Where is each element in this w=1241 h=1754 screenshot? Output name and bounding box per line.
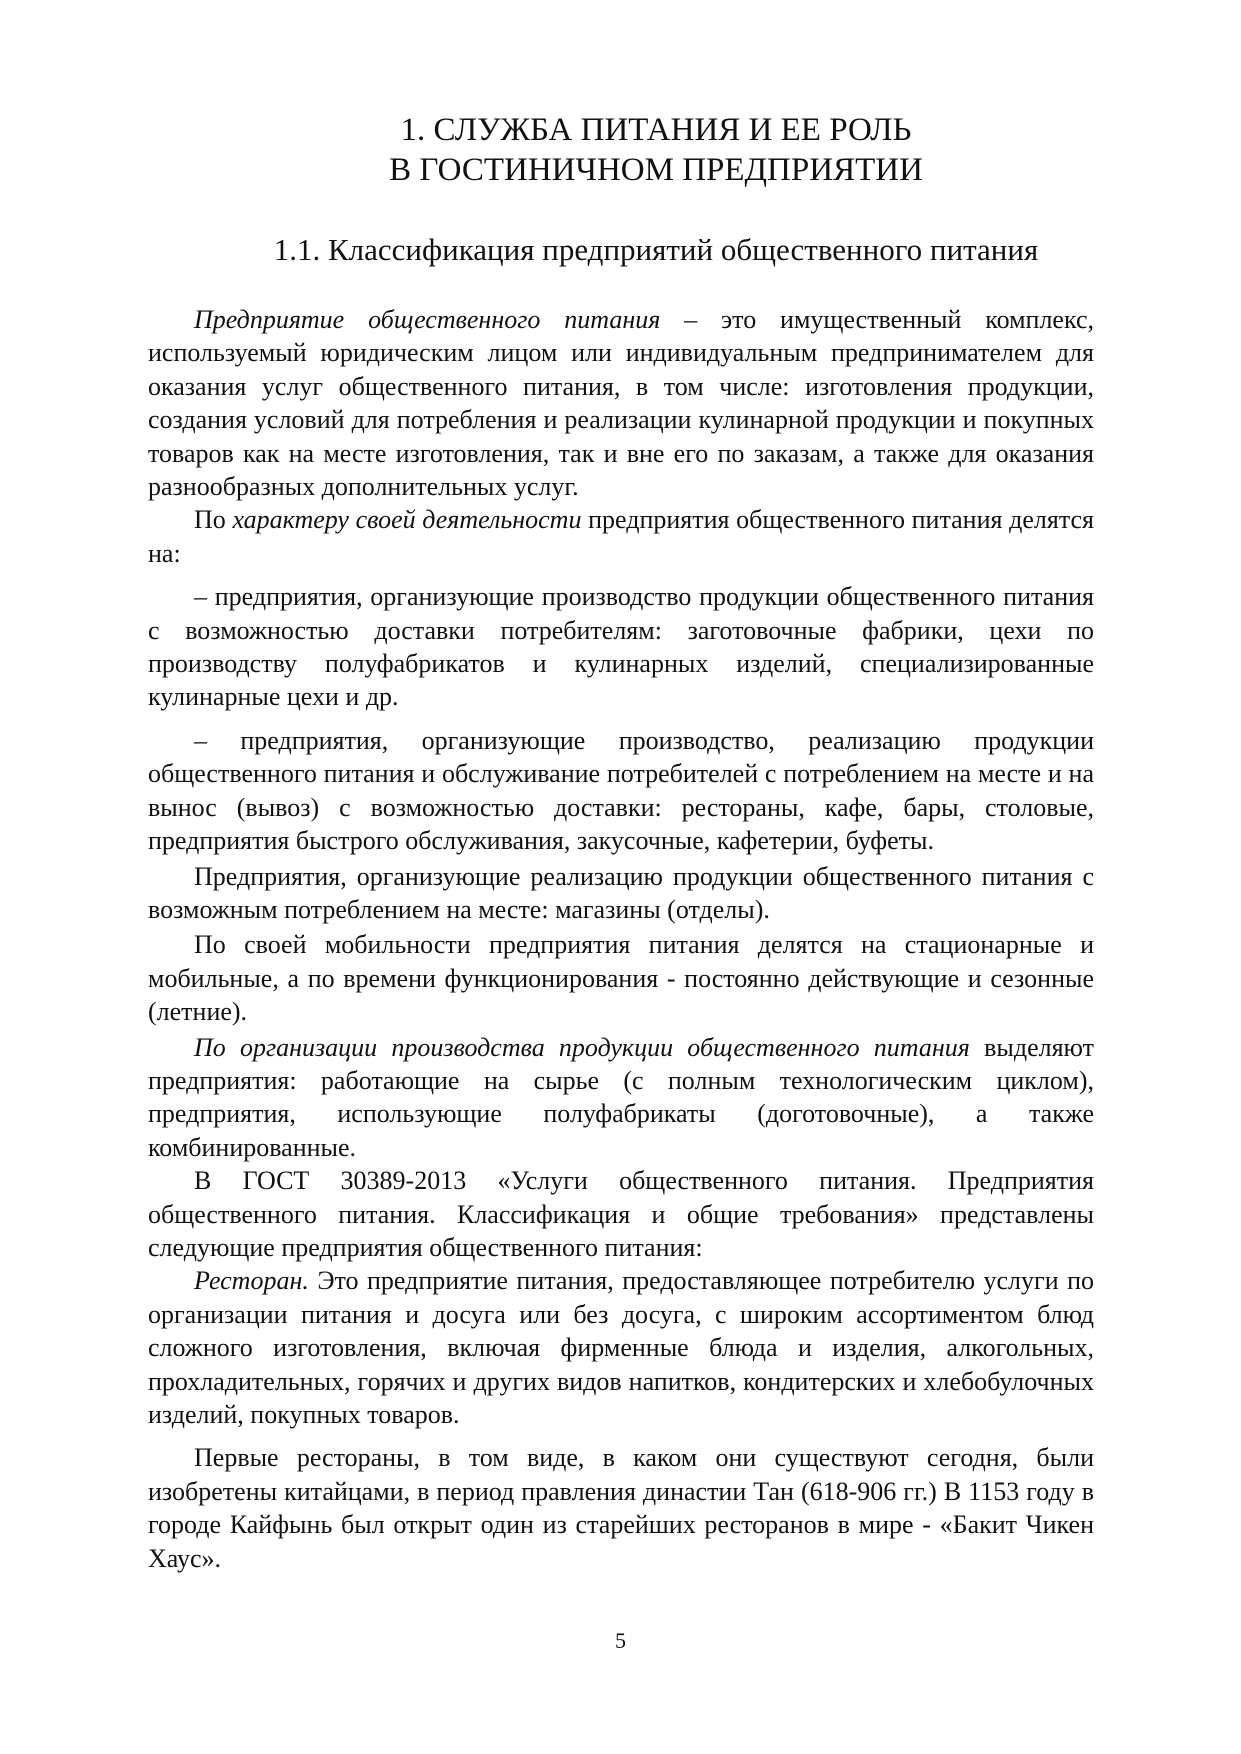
paragraph-production-organization (148, 1031, 1094, 1165)
chapter-title (218, 110, 1094, 190)
paragraph-gost: В ГОСТ 30389-2013 «Услуги общественного питания. Предприятия общественного питания. Классификация и общие требования» представлены следующие предприятия общественного питания: (148, 1166, 1094, 1262)
paragraph-restaurant-text: Это предприятие питания, предоставляющее потребителю услуги по организации питания и досуга или без досуга, с широким ассортиментом блюд сложного изготовления, включая фирменные блюда и изделия, алкогольных, прохладительных, горячих и других видов напитков, кондитерских и хлебобулочных изделий, покупных товаров. (148, 1266, 1094, 1429)
list-item-production: – предприятия, организующие производство продукции общественного питания с возможностью доставки потребителям: заготовочные фабрики, цехи по производству полуфабрикатов и кулинарных изделий, специализированные кулинарные цехи и др. (148, 582, 1094, 712)
term-restaurant: Ресторан. (194, 1266, 309, 1296)
paragraph-mobility: По своей мобильности предприятия питания делятся на стационарные и мобильные, а по времени функционирования - постоянно действующие и сезонные (летние). (148, 930, 1094, 1027)
paragraph-restaurant (148, 1264, 1094, 1431)
term-enterprise: Предприятие общественного питания (194, 305, 661, 334)
page-number: 5 (615, 1628, 626, 1653)
paragraph-definition (148, 303, 1094, 503)
term-activity: характеру своей деятельности (232, 505, 582, 535)
document-page (148, 110, 1094, 1575)
chapter-title-line2: В ГОСТИНИЧНОМ ПРЕДПРИЯТИИ (389, 152, 923, 188)
paragraph-by-activity-post: предприятия общественного питания делятся на: (148, 505, 1094, 568)
section-title: 1.1. Классификация предприятий общественного питания (273, 232, 1039, 267)
term-production-organization: По организации производства продукции общественного питания (194, 1032, 970, 1062)
list-item-service: – предприятия, организующие производство, реализацию продукции общественного питания и обслуживание потребителей с потреблением на месте и на вынос (вывоз) с возможностью доставки: рестораны, кафе, бары, столовые, предприятия быстрого обслуживания, закусочные, кафетерии, буфеты. (148, 725, 1094, 856)
paragraph-definition-text: – это имущественный комплекс, используемый юридическим лицом или индивидуальным предпринимателем для оказания услуг общественного питания, в том числе: изготовления продукции, создания условий для потребления и реализации кулинарной продукции и покупных товаров как на месте изготовления, так и вне его по заказам, а также для оказания разнообразных дополнительных услуг. (148, 305, 1094, 502)
paragraph-by-activity-pre: По (194, 505, 233, 535)
chapter-title-line1: 1. СЛУЖБА ПИТАНИЯ И ЕЕ РОЛЬ (400, 112, 912, 148)
paragraph-retail: Предприятия, организующие реализацию продукции общественного питания с возможным потреблением на месте: магазины (отделы). (148, 861, 1094, 924)
paragraph-by-activity (148, 503, 1094, 570)
paragraph-production-organization-text: выделяют предприятия: работающие на сырье (с полным технологическим циклом), предприятия, использующие полуфабрикаты (доготовочные), а также комбинированные. (148, 1032, 1094, 1162)
paragraph-history: Первые рестораны, в том виде, в каком они существуют сегодня, были изобретены китайцами, в период правления династии Тан (618-906 гг.) В 1153 году в городе Кайфынь был открыт один из старейших ресторанов в мире - «Бакит Чикен Хаус». (148, 1443, 1094, 1573)
